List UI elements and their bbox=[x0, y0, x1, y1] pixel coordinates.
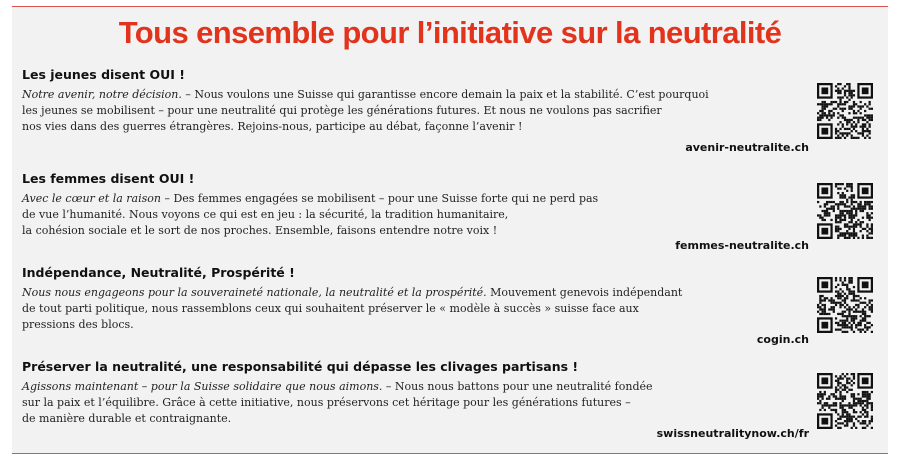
qr-code-graphic bbox=[817, 373, 873, 429]
qr-code-icon[interactable] bbox=[817, 183, 873, 239]
line-rest: – Nous nous battons pour une neutralité fondée bbox=[382, 380, 653, 393]
section-youth bbox=[22, 67, 877, 154]
text-line: sur la paix et l’équilibre. Grâce à cette initiative, nous préservons cet héritage pour les générations futures – bbox=[22, 396, 631, 409]
qr-code-graphic bbox=[817, 277, 873, 333]
text-line: nos vies dans des guerres étrangères. Rejoins-nous, participe au débat, façonne l’avenir ! bbox=[22, 120, 523, 133]
neutrality-advertisement bbox=[12, 6, 888, 454]
qr-code-graphic bbox=[817, 83, 873, 139]
section-text bbox=[22, 285, 812, 333]
qr-code-icon[interactable] bbox=[817, 277, 873, 333]
text-line: de tout parti politique, nous rassemblons ceux qui souhaitent préserver le « modèle à succès » suisse face aux bbox=[22, 302, 639, 315]
website-url[interactable]: femmes-neutralite.ch bbox=[675, 239, 809, 252]
website-url[interactable]: cogin.ch bbox=[756, 333, 809, 346]
text-line: de manière durable et contraignante. bbox=[22, 412, 232, 425]
text-line: les jeunes se mobilisent – pour une neutralité qui protège les générations futures. Et nous ne voulons pas sacrifier bbox=[22, 104, 662, 117]
website-url[interactable]: avenir-neutralite.ch bbox=[685, 141, 809, 154]
section-independence bbox=[22, 265, 877, 346]
text-line bbox=[22, 191, 812, 207]
lead-phrase: Nous nous engageons pour la souveraineté nationale, la neutralité et la prospérité. bbox=[22, 286, 487, 299]
line-rest: – Des femmes engagées se mobilisent – pour une Suisse forte qui ne perd pas bbox=[160, 192, 599, 205]
section-text bbox=[22, 191, 812, 239]
section-title: Indépendance, Neutralité, Prospérité ! bbox=[22, 265, 295, 280]
lead-phrase: Agissons maintenant – pour la Suisse solidaire que nous aimons. bbox=[22, 380, 383, 393]
section-title: Les femmes disent OUI ! bbox=[22, 171, 195, 186]
lead-phrase: Notre avenir, notre décision. bbox=[22, 88, 182, 101]
text-line bbox=[22, 379, 812, 395]
qr-code-graphic bbox=[817, 183, 873, 239]
text-line bbox=[22, 87, 812, 103]
qr-code-icon[interactable] bbox=[817, 83, 873, 139]
section-cross-party bbox=[22, 359, 877, 440]
text-line: la cohésion sociale et le sort de nos proches. Ensemble, faisons entendre notre voix ! bbox=[22, 224, 498, 237]
line-rest: – Nous voulons une Suisse qui garantisse encore demain la paix et la stabilité. C’est pourquoi bbox=[181, 88, 709, 101]
text-line: pressions des blocs. bbox=[22, 318, 134, 331]
text-line bbox=[22, 285, 812, 301]
section-title: Préserver la neutralité, une responsabilité qui dépasse les clivages partisans ! bbox=[22, 359, 579, 374]
line-rest: Mouvement genevois indépendant bbox=[486, 286, 683, 299]
headline: Tous ensemble pour l’initiative sur la neutralité bbox=[118, 15, 782, 50]
lead-phrase: Avec le cœur et la raison bbox=[22, 192, 161, 205]
section-text bbox=[22, 87, 812, 135]
section-title: Les jeunes disent OUI ! bbox=[22, 67, 185, 82]
section-text bbox=[22, 379, 812, 427]
website-url[interactable]: swissneutralitynow.ch/fr bbox=[656, 427, 809, 440]
text-line: de vue l’humanité. Nous voyons ce qui est en jeu : la sécurité, la tradition humanitaire, bbox=[22, 208, 509, 221]
section-women bbox=[22, 171, 877, 252]
qr-code-icon[interactable] bbox=[817, 373, 873, 429]
